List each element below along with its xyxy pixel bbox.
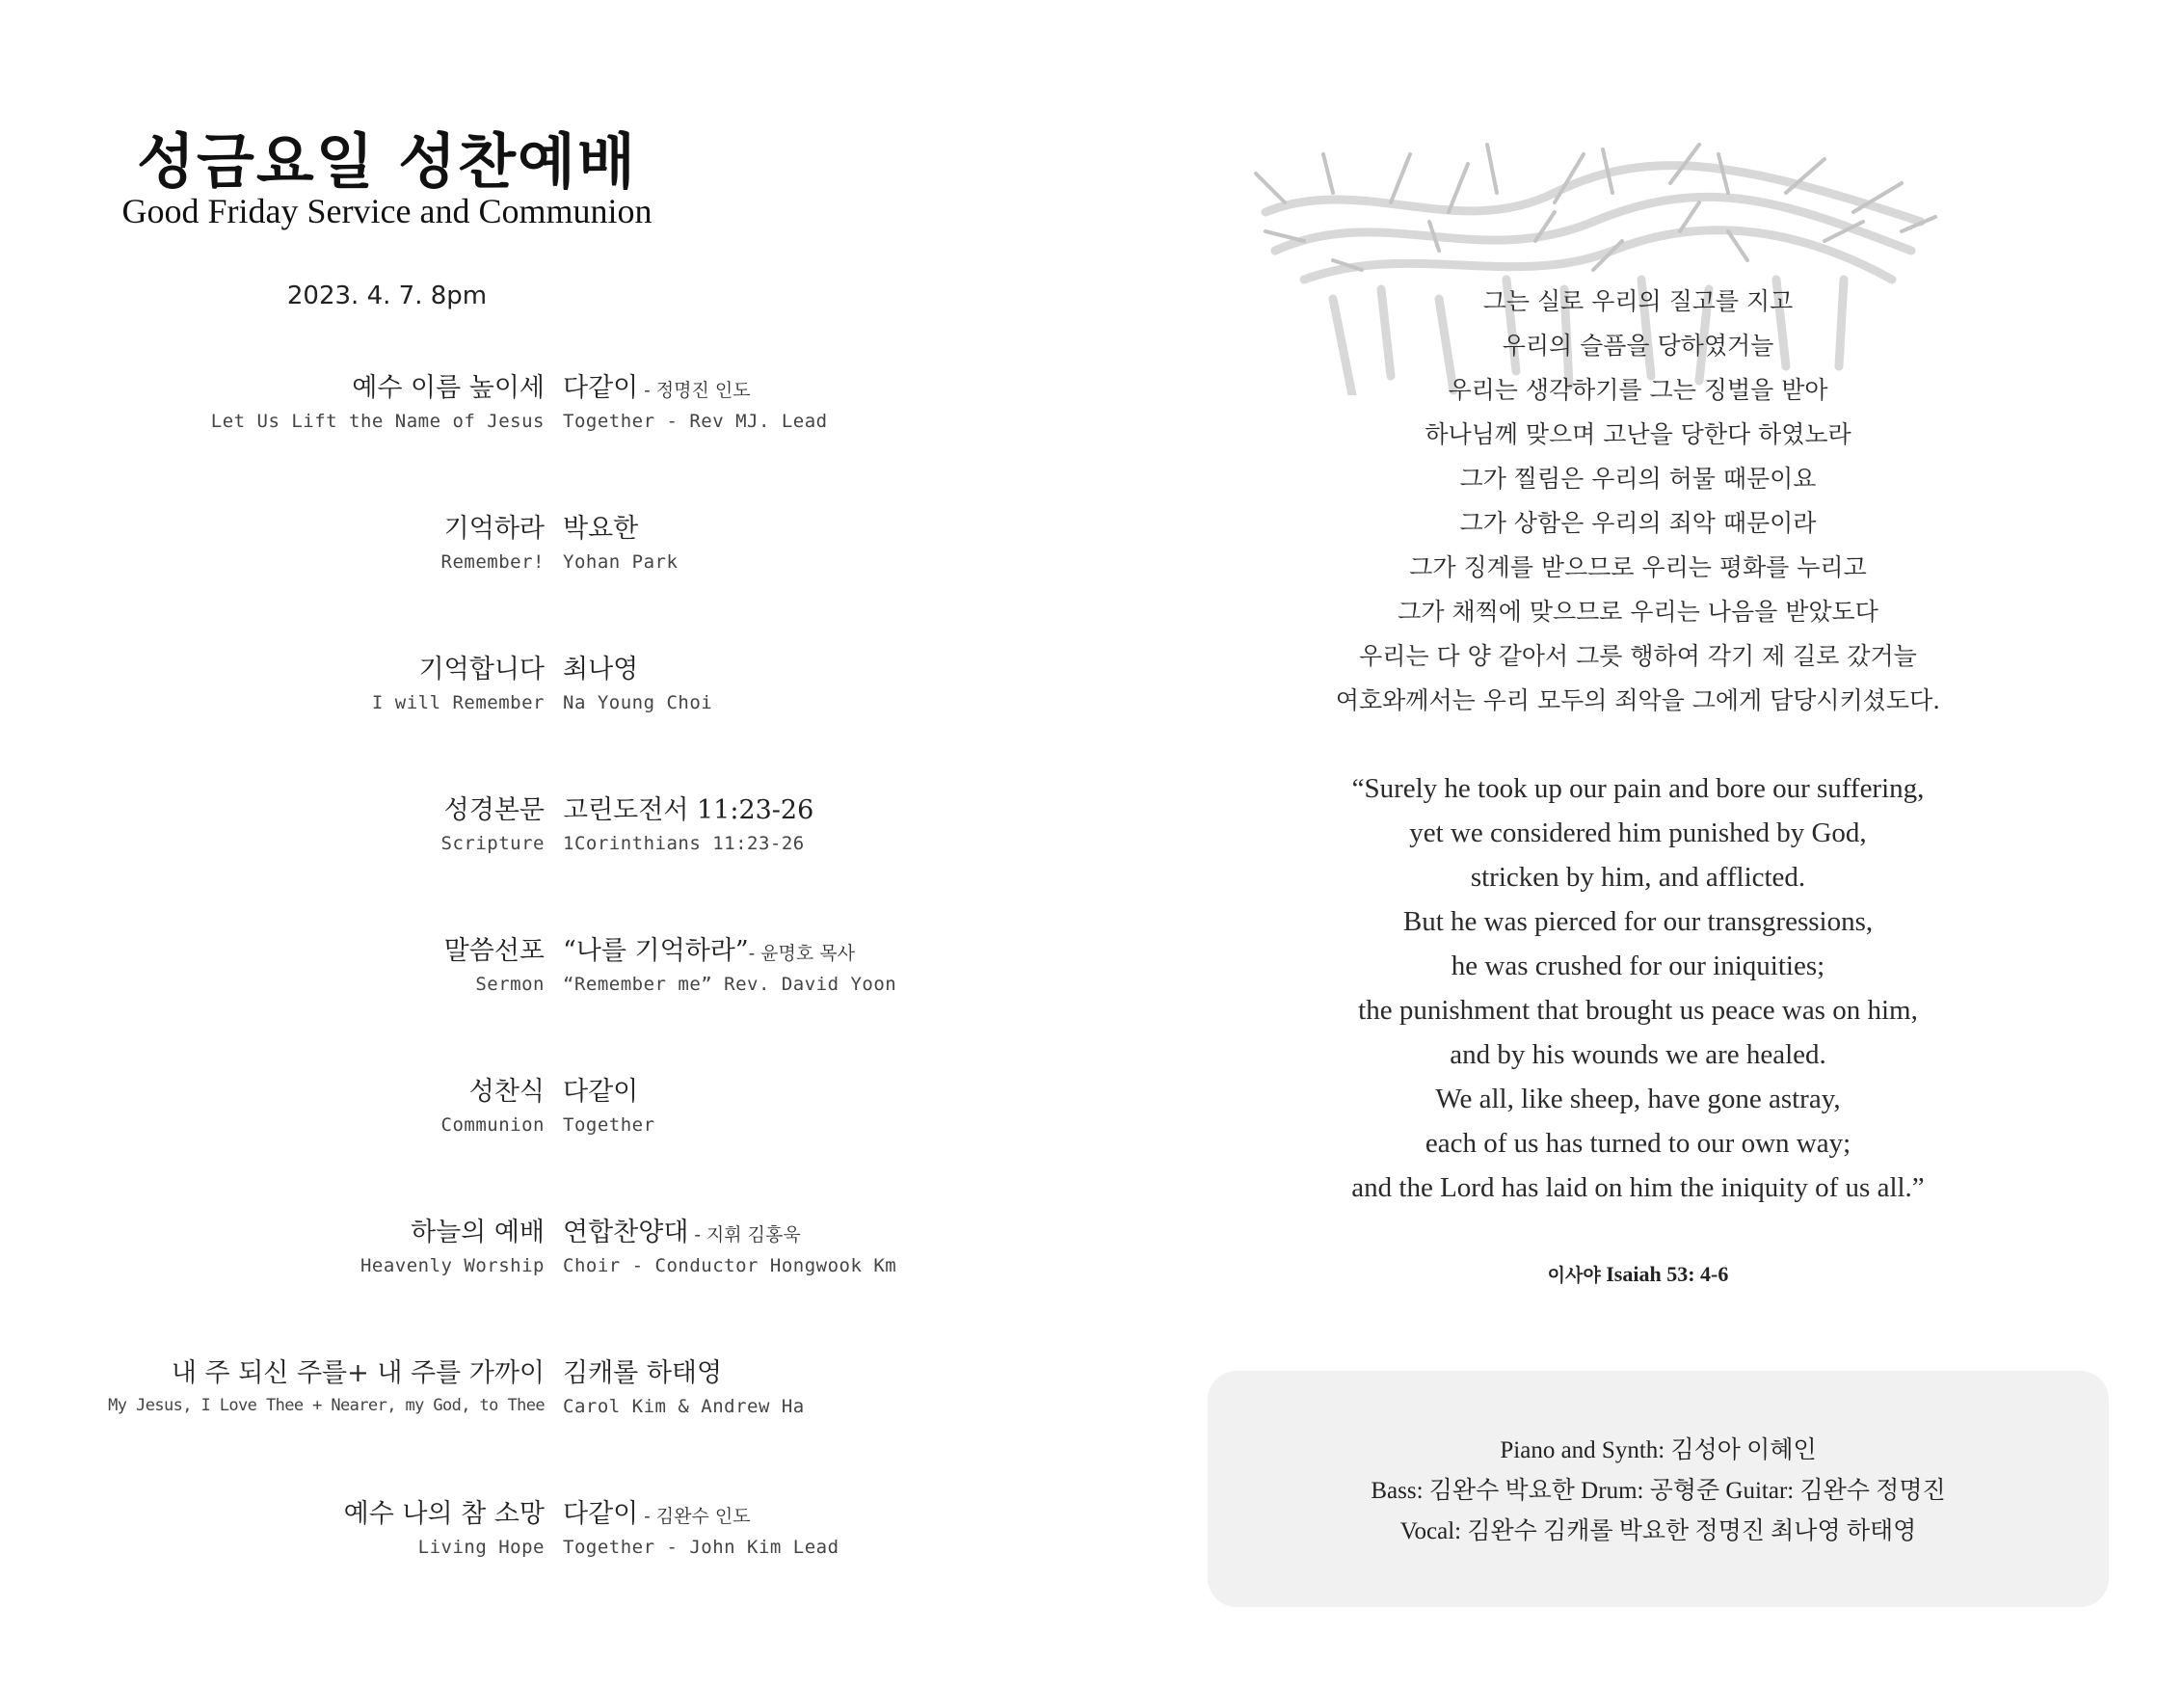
scripture-line-ko: 우리의 슬픔을 당하였거늘 xyxy=(1502,332,1774,360)
program-item xyxy=(0,648,1092,725)
program-item-title-ko: 성찬식 xyxy=(468,1077,545,1107)
program-item-leader-ko: 박요한 xyxy=(563,514,639,544)
scripture-korean xyxy=(1092,280,2184,723)
scripture-line-ko: 여호와께서는 우리 모두의 죄악을 그에게 담당시키셨도다. xyxy=(1335,686,1941,714)
scripture-line-en: But he was pierced for our transgressions, xyxy=(1402,906,1874,937)
scripture-line-en: each of us has turned to our own way; xyxy=(1425,1128,1851,1159)
program-item-title-ko: 말씀선포 xyxy=(443,936,545,966)
scripture-line-ko: 그는 실로 우리의 질고를 지고 xyxy=(1482,287,1794,315)
scripture-line-en: he was crushed for our iniquities; xyxy=(1451,951,1825,981)
scripture-line-en: the punishment that brought us peace was on him, xyxy=(1358,995,1918,1026)
program-item-title-ko: 성경본문 xyxy=(443,795,545,825)
scripture-line-en: and by his wounds we are healed. xyxy=(1450,1039,1826,1070)
program-item-leader-ko: 다같이 xyxy=(563,1077,639,1107)
credits-line: Bass: 김완수 박요한 Drum: 공형준 Guitar: 김완수 정명진 xyxy=(1371,1478,1946,1504)
program-item-title-en: Sermon xyxy=(475,974,545,995)
program-item xyxy=(0,507,1092,584)
program-item-leader-ko: 다같이 - 김완수 인도 xyxy=(563,1499,751,1529)
scripture-line-ko: 그가 상함은 우리의 죄악 때문이라 xyxy=(1459,509,1817,537)
program-item-leader-ko: 최나영 xyxy=(563,655,639,684)
program-item xyxy=(0,366,1092,443)
scripture-line-ko: 우리는 다 양 같아서 그릇 행하여 각기 제 길로 갔거늘 xyxy=(1359,642,1917,670)
program-item-title-en: Heavenly Worship xyxy=(360,1255,545,1276)
program-item xyxy=(0,929,1092,1006)
program-item-leader-en: Choir - Conductor Hongwook Km xyxy=(563,1255,897,1276)
scripture-line-ko: 우리는 생각하기를 그는 징벌을 받아 xyxy=(1448,376,1828,404)
program-item-title-ko: 내 주 되신 주를+ 내 주를 가까이 xyxy=(171,1358,545,1388)
program-item-leader-en: 1Corinthians 11:23-26 xyxy=(563,833,805,854)
program-item xyxy=(0,1070,1092,1147)
program-item-title-en: My Jesus, I Love Thee + Nearer, my God, to Thee xyxy=(108,1396,545,1415)
program-item-title-en: Scripture xyxy=(440,833,545,854)
scripture-line-en: yet we considered him punished by God, xyxy=(1409,817,1867,848)
scripture-line-ko: 그가 징계를 받으므로 우리는 평화를 누리고 xyxy=(1409,553,1867,581)
program-item-title-ko: 예수 이름 높이세 xyxy=(352,373,545,403)
credits-line: Piano and Synth: 김성아 이혜인 xyxy=(1500,1437,1817,1463)
program-item xyxy=(0,1492,1092,1569)
scripture-line-en: stricken by him, and afflicted. xyxy=(1470,862,1806,893)
program-item-title-en: Living Hope xyxy=(417,1537,545,1558)
scripture-reference-en: Isaiah 53: 4-6 xyxy=(1606,1262,1729,1286)
program-item-leader-en: Together - Rev MJ. Lead xyxy=(563,411,828,432)
right-page xyxy=(1092,0,2184,1688)
program-item-title-ko: 기억하라 xyxy=(443,514,545,544)
program-item-leader-ko: 연합찬양대 - 지휘 김홍욱 xyxy=(563,1218,801,1247)
scripture-line-ko: 그가 찔림은 우리의 허물 때문이요 xyxy=(1459,465,1817,493)
program-item-title-en: I will Remember xyxy=(371,692,545,713)
program-item-title-en: Let Us Lift the Name of Jesus xyxy=(210,411,545,432)
service-date: 2023. 4. 7. 8pm xyxy=(286,281,488,310)
program-item-leader-en: Carol Kim & Andrew Ha xyxy=(563,1396,805,1417)
program-item-leader-en: Yohan Park xyxy=(563,551,679,573)
credits-line: Vocal: 김완수 김캐롤 박요한 정명진 최나영 하태영 xyxy=(1399,1518,1917,1544)
program-item-title-ko: 예수 나의 참 소망 xyxy=(343,1499,545,1529)
program-item-leader-ko: “나를 기억하라”- 윤명호 목사 xyxy=(563,936,855,966)
scripture-line-ko: 하나님께 맞으며 고난을 당한다 하였노라 xyxy=(1425,420,1851,448)
page-title: 성금요일 성찬예배 xyxy=(137,126,637,197)
program-item-leader-ko: 다같이 - 정명진 인도 xyxy=(563,373,751,403)
program-item-leader-en: “Remember me” Rev. David Yoon xyxy=(563,974,897,995)
program-item xyxy=(0,1211,1092,1288)
scripture-english xyxy=(1092,766,2184,1210)
scripture-line-en: We all, like sheep, have gone astray, xyxy=(1435,1084,1841,1114)
scripture-reference-ko: 이사야 xyxy=(1547,1265,1601,1286)
program-item-leader-en: Na Young Choi xyxy=(563,692,713,713)
program-item xyxy=(0,1352,1092,1429)
program-item-leader-en: Together xyxy=(563,1114,655,1136)
program-item-leader-ko: 김캐롤 하태영 xyxy=(563,1358,723,1388)
program-item-title-ko: 기억합니다 xyxy=(418,655,545,684)
scripture-reference xyxy=(1092,1261,2184,1287)
scripture-line-ko: 그가 채찍에 맞으므로 우리는 나음을 받았도다 xyxy=(1398,598,1878,626)
scripture-line-en: “Surely he took up our pain and bore our suffering, xyxy=(1351,773,1925,804)
page-subtitle: Good Friday Service and Communion xyxy=(121,192,653,230)
program-item-leader-ko: 고린도전서 11:23-26 xyxy=(563,795,814,825)
program-item-title-en: Remember! xyxy=(440,551,545,573)
scripture-line-en: and the Lord has laid on him the iniquity of us all.” xyxy=(1351,1172,1925,1203)
program-item xyxy=(0,789,1092,866)
program-item-leader-en: Together - John Kim Lead xyxy=(563,1537,839,1558)
program-item-title-ko: 하늘의 예배 xyxy=(411,1218,545,1247)
program-item-title-en: Communion xyxy=(440,1114,545,1136)
music-credits-box xyxy=(1208,1371,2109,1607)
